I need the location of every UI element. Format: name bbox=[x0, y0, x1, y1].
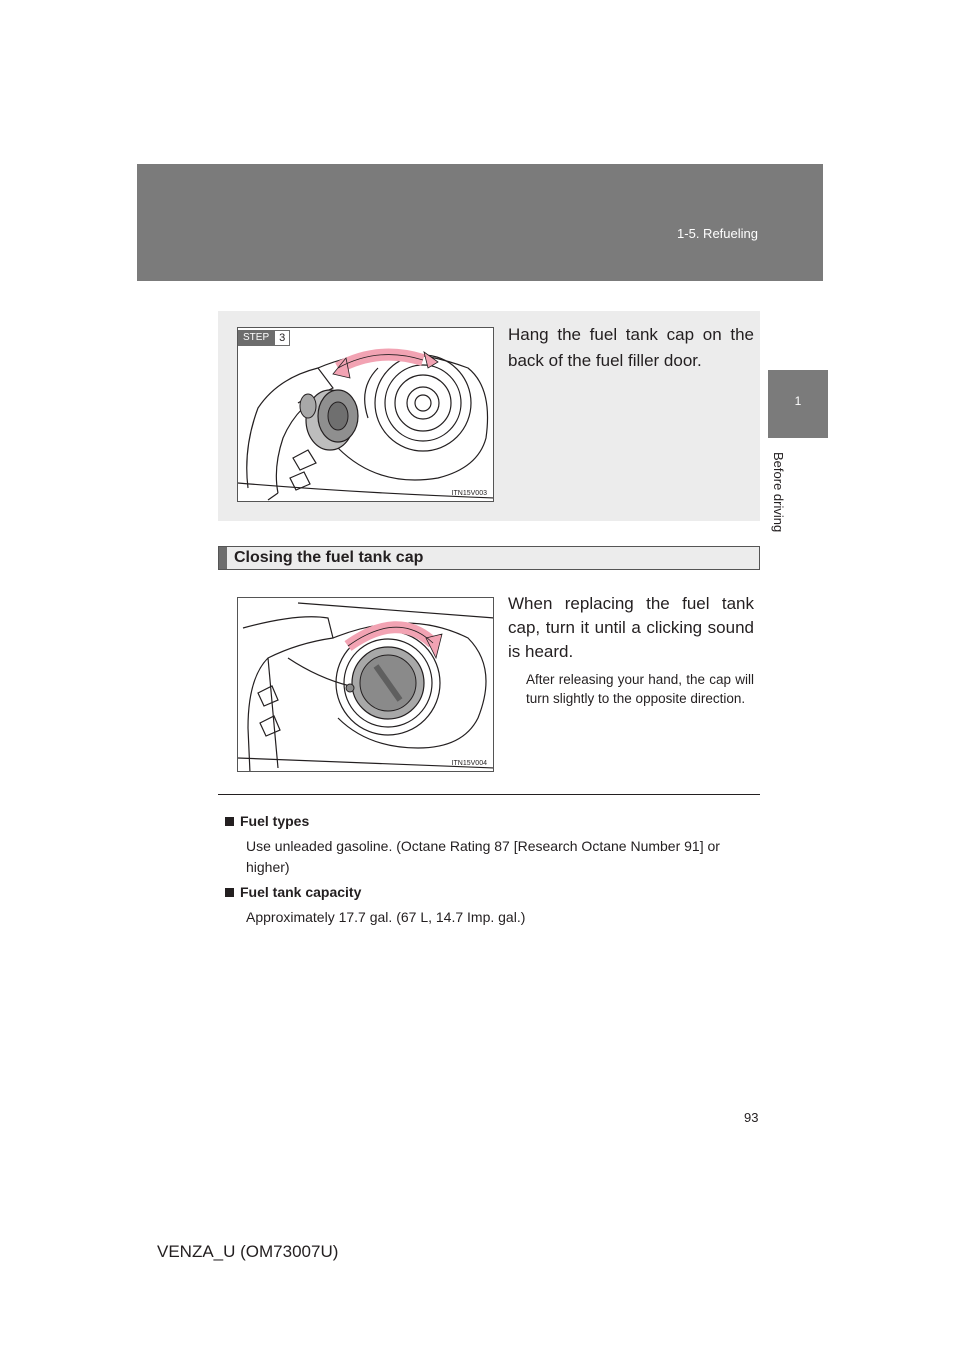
square-bullet-icon bbox=[225, 817, 234, 826]
figure-hang-cap bbox=[237, 327, 494, 502]
figure-code: ITN15V003 bbox=[451, 490, 487, 497]
page-number: 93 bbox=[744, 1110, 759, 1125]
note-title-fuel-types bbox=[225, 813, 309, 829]
step-instruction: Hang the fuel tank cap on the back of the fuel filler door. bbox=[508, 325, 754, 370]
note-body-tank-capacity: Approximately 17.7 gal. (67 L, 14.7 Imp. gal.) bbox=[246, 909, 526, 925]
section-heading-text: Closing the fuel tank cap bbox=[234, 549, 424, 566]
step-badge-number: 3 bbox=[274, 330, 290, 346]
heading-accent bbox=[219, 547, 227, 569]
note-title-tank-capacity bbox=[225, 884, 361, 900]
chapter-title: Before driving bbox=[771, 452, 786, 533]
closing-note: After releasing your hand, the cap will turn slightly to the opposite direction. bbox=[526, 672, 754, 706]
chapter-number: 1 bbox=[794, 394, 802, 408]
section-title: 1-5. Refueling bbox=[677, 226, 758, 241]
note-title-text: Fuel types bbox=[240, 813, 310, 829]
note-body-fuel-types: Use unleaded gasoline. (Octane Rating 87 [Research Octane Number 91] or higher) bbox=[246, 838, 720, 875]
fuel-door-illustration bbox=[238, 328, 494, 502]
step-badge bbox=[238, 330, 290, 346]
document-code: VENZA_U (OM73007U) bbox=[157, 1242, 339, 1261]
figure-code: ITN15V004 bbox=[451, 760, 487, 767]
chapter-tab[interactable] bbox=[768, 370, 828, 438]
fuel-cap-illustration bbox=[238, 598, 494, 772]
divider-rule bbox=[218, 794, 760, 795]
header-bar bbox=[137, 164, 823, 281]
section-heading bbox=[218, 546, 760, 570]
square-bullet-icon bbox=[225, 888, 234, 897]
chapter-label bbox=[772, 452, 792, 542]
closing-instruction: When replacing the fuel tank cap, turn it until a clicking sound is heard. bbox=[508, 594, 754, 661]
note-title-text: Fuel tank capacity bbox=[240, 884, 362, 900]
step-badge-label: STEP bbox=[238, 330, 274, 346]
figure-close-cap bbox=[237, 597, 494, 772]
